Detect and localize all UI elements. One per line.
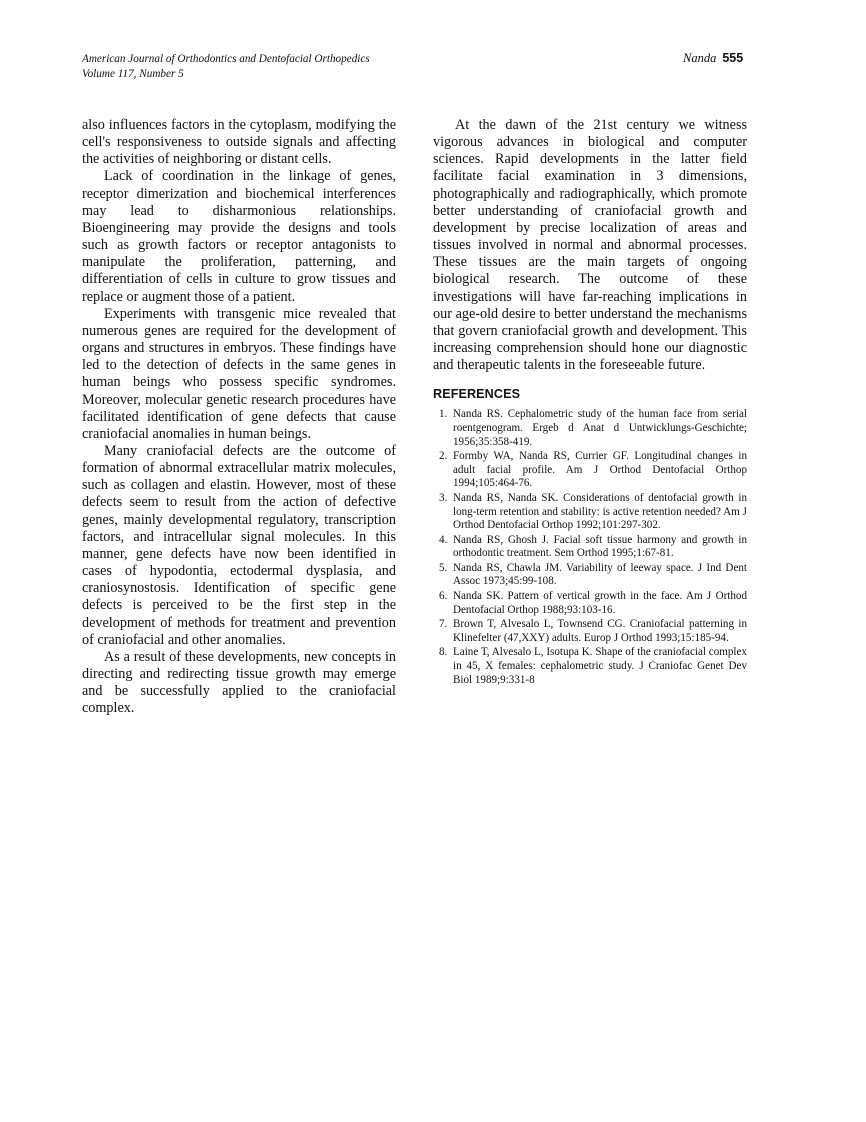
reference-text: Nanda SK. Pattern of vertical growth in the face. Am J Orthod Dentofacial Orthop 1988;93:103-16.: [453, 590, 747, 616]
body-paragraph: Experiments with transgenic mice revealed that numerous genes are required for the development of organs and structures in embryos. These findings have led to the detection of defects in the same genes in human beings who possess specific syndromes. Moreover, molecular genetic research procedures have facilitated identification of gene defects that cause craniofacial anomalies in human beings.: [82, 305, 396, 442]
reference-text: Nanda RS, Ghosh J. Facial soft tissue harmony and growth in orthodontic treatment. Sem Orthod 1995;1:67-81.: [453, 533, 747, 560]
reference-text: Laine T, Alvesalo L, Isotupa K. Shape of the craniofacial complex in 45, X females: cephalometric study. J Craniofac Genet Dev Biol 1989;9:331-8: [453, 646, 747, 686]
page-number: 555: [722, 51, 744, 65]
reference-text: Brown T, Alvesalo L, Townsend CG. Craniofacial patterning in Klinefelter (47,XXY) adults. Europ J Orthod 1993;15:185-94.: [453, 618, 747, 644]
references-heading: REFERENCES: [433, 387, 521, 402]
body-paragraph: At the dawn of the 21st century we witness vigorous advances in biological and computer sciences. Rapid developments in the latter field facilitate facial examination in 3 dimensions, photographically and radiographically, which promote better understanding of craniofacial growth and development by precise localization of areas and tissues involved in normal and abnormal processes. These tissues are the main targets of ongoing biological research. The outcome of these investigations will have far-reaching implications in our age-old desire to better understand the mechanisms that govern craniofacial growth and development. This increasing comprehension should hone our diagnostic and therapeutic talents in the foreseeable future.: [433, 117, 747, 374]
reference-item: [433, 618, 747, 645]
reference-number: 5.: [439, 561, 448, 574]
reference-item: [433, 450, 747, 491]
reference-number: 2.: [439, 450, 448, 463]
reference-item: [433, 492, 747, 533]
reference-item: [433, 646, 747, 687]
reference-number: 4.: [439, 533, 448, 546]
reference-item: [433, 534, 747, 561]
right-column: [433, 117, 747, 688]
reference-text: Nanda RS, Nanda SK. Considerations of dentofacial growth in long-term retention and stability: is active retention needed? Am J Orthod Dentofacial Orthop 1992;101:297-302.: [453, 491, 747, 532]
reference-text: Nanda RS, Chawla JM. Variability of leeway space. J Ind Dent Assoc 1973;45:99-108.: [453, 561, 747, 588]
reference-number: 6.: [439, 590, 448, 603]
volume-issue: Volume 117, Number 5: [82, 68, 184, 80]
reference-number: 3.: [439, 491, 448, 504]
running-header-journal: [82, 52, 370, 82]
body-paragraph: Lack of coordination in the linkage of genes, receptor dimerization and biochemical interferences may lead to disharmonious relationships. Bioengineering may provide the designs and tools such as growth factors or receptor antagonists to manipulate the proliferation, patterning, and differentiation of cells in culture to grow tissues and replace or augment those of a patient.: [82, 168, 396, 305]
reference-text: Formby WA, Nanda RS, Currier GF. Longitudinal changes in adult facial profile. Am J Orthod Dentofacial Orthop 1994;105:464-76.: [453, 450, 747, 490]
journal-title: American Journal of Orthodontics and Dentofacial Orthopedics: [82, 53, 370, 65]
body-paragraph: Many craniofacial defects are the outcome of formation of abnormal extracellular matrix molecules, such as collagen and elastin. However, most of these defects seem to result from the action of defective genes, mainly developmental regulatory, transcription factors, and intracellular signal molecules. In this manner, gene defects have now been identified in cases of hypodontia, ectodermal dysplasia, and craniosynostosis. Identification of specific gene defects is perceived to be the first step in the development of methods for treatment and prevention of craniofacial and other anomalies.: [82, 442, 396, 648]
reference-item: [433, 590, 747, 617]
body-paragraph: also influences factors in the cytoplasm, modifying the cell's responsiveness to outside signals and affecting the activities of neighboring or distant cells.: [82, 117, 396, 168]
body-paragraph: As a result of these developments, new concepts in directing and redirecting tissue growth may emerge and be successfully applied to the craniofacial complex.: [82, 648, 396, 717]
reference-number: 1.: [439, 408, 448, 421]
reference-number: 8.: [439, 646, 448, 659]
reference-item: [433, 562, 747, 589]
reference-text: Nanda RS. Cephalometric study of the human face from serial roentgenogram. Ergeb d Anat d Untwicklungs-Geschichte; 1956;35:358-419.: [453, 408, 747, 448]
running-header-page: [683, 51, 743, 66]
running-author: Nanda: [683, 51, 717, 65]
reference-number: 7.: [439, 618, 448, 631]
reference-item: [433, 408, 747, 449]
references-list: [433, 408, 747, 687]
left-column: [82, 117, 396, 717]
